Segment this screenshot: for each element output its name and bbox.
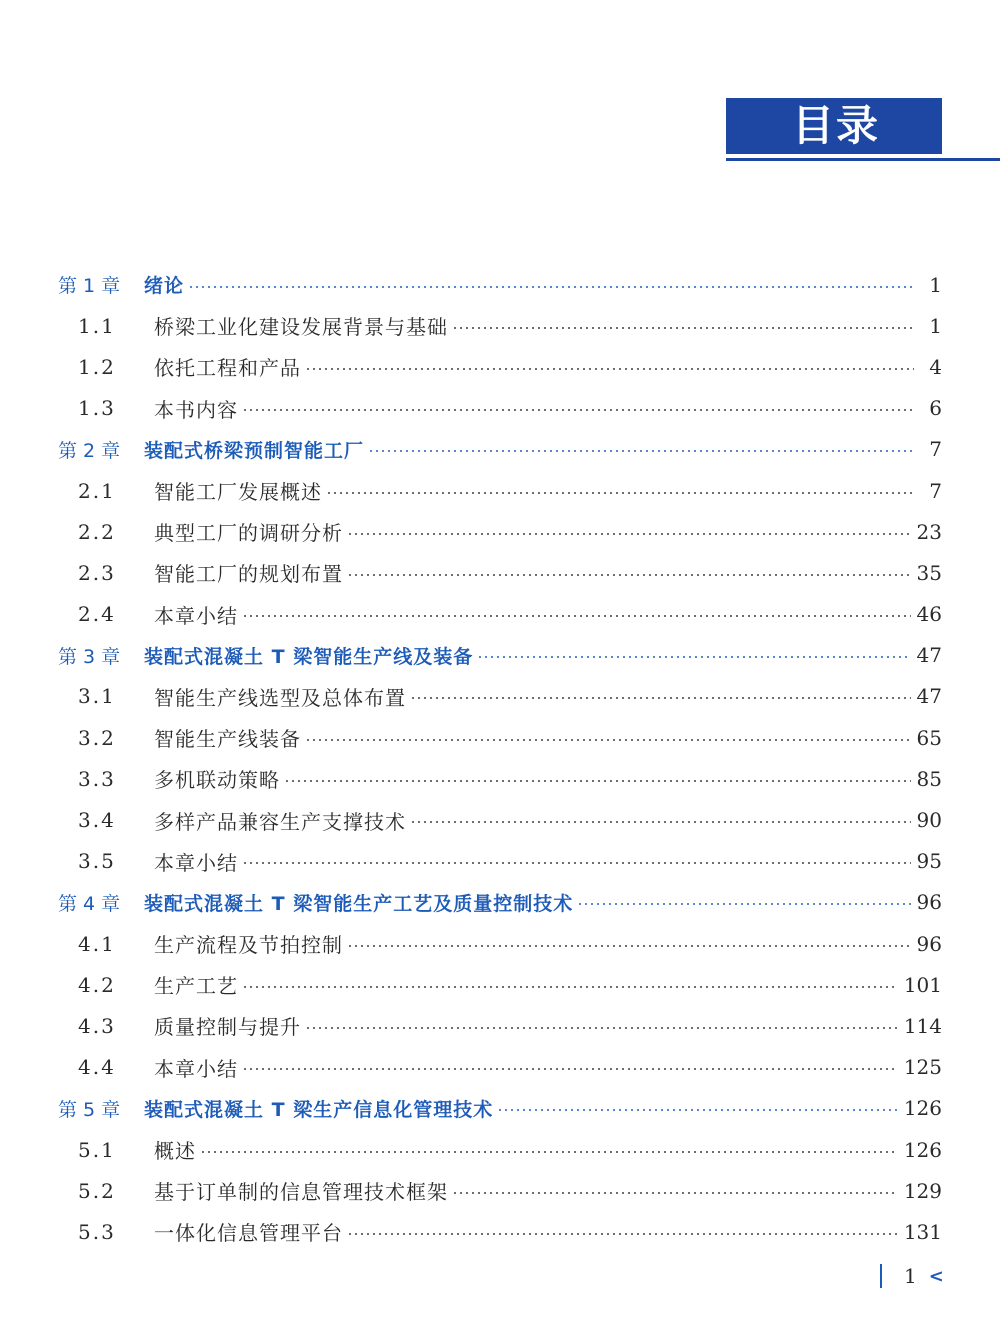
footer-divider <box>880 1264 882 1288</box>
toc-chapter-entry[interactable] <box>58 882 942 923</box>
toc-section-entry[interactable] <box>58 1129 942 1170</box>
toc-entry-number: 1.2 <box>78 354 116 379</box>
dot-leader <box>242 862 911 864</box>
toc-entry-title: 质量控制与提升 <box>154 1015 301 1040</box>
dot-leader <box>242 986 898 988</box>
toc-entry-title: 智能生产线选型及总体布置 <box>154 685 406 710</box>
footer-page-number: 1 <box>904 1264 917 1288</box>
toc-section-entry[interactable] <box>58 1047 942 1088</box>
toc-section-entry[interactable] <box>58 470 942 511</box>
toc-entry-number: 2.1 <box>78 478 116 503</box>
toc-section-entry[interactable] <box>58 1211 942 1252</box>
dot-leader <box>410 697 911 699</box>
toc-entry-number: 第 5 章 <box>58 1098 121 1121</box>
toc-entry-number: 第 1 章 <box>58 275 121 298</box>
toc-entry-number: 2.3 <box>78 560 116 585</box>
toc-section-entry[interactable] <box>58 594 942 635</box>
toc-entry-number: 1.1 <box>78 313 116 338</box>
toc-entry-title: 生产工艺 <box>154 974 238 999</box>
dot-leader <box>452 327 914 329</box>
toc-section-entry[interactable] <box>58 676 942 717</box>
toc-entry-number: 3.1 <box>78 684 116 709</box>
toc-entry-page: 126 <box>903 1096 942 1121</box>
toc-entry-title: 桥梁工业化建设发展背景与基础 <box>154 315 448 340</box>
toc-entry-title: 基于订单制的信息管理技术框架 <box>154 1180 448 1205</box>
toc-entry-title: 生产流程及节拍控制 <box>154 933 343 958</box>
toc-entry-page: 114 <box>903 1013 942 1038</box>
dot-leader <box>477 656 910 658</box>
title-badge <box>726 98 1000 164</box>
toc-entry-page: 131 <box>903 1219 942 1244</box>
toc-entry-page: 4 <box>929 354 942 379</box>
toc-entry-page: 35 <box>916 560 942 585</box>
toc-entry-number: 3.2 <box>78 725 116 750</box>
toc-section-entry[interactable] <box>58 1005 942 1046</box>
toc-entry-number: 4.2 <box>78 972 116 997</box>
toc-entry-title: 本章小结 <box>154 603 238 628</box>
toc-entry-title: 绪论 <box>144 275 185 298</box>
toc-entry-number: 2.2 <box>78 519 116 544</box>
toc-entry-title: 典型工厂的调研分析 <box>154 521 343 546</box>
toc-entry-title: 多样产品兼容生产支撑技术 <box>154 809 406 834</box>
dot-leader <box>497 1109 898 1111</box>
title-underline <box>726 158 1000 161</box>
toc-section-entry[interactable] <box>58 923 942 964</box>
toc-entry-title: 智能工厂的规划布置 <box>154 562 343 587</box>
dot-leader <box>305 1027 898 1029</box>
toc-entry-page: 6 <box>929 396 942 421</box>
toc-section-entry[interactable] <box>58 552 942 593</box>
dot-leader <box>305 368 914 370</box>
toc-entry-page: 23 <box>916 519 942 544</box>
toc-entry-page: 47 <box>916 684 942 709</box>
dot-leader <box>326 492 914 494</box>
toc-entry-number: 3.5 <box>78 849 116 874</box>
dot-leader <box>200 1151 898 1153</box>
page-footer <box>880 1262 944 1290</box>
toc-entry-number: 3.4 <box>78 808 116 833</box>
toc-entry-page: 1 <box>929 313 942 338</box>
toc-chapter-entry[interactable] <box>58 1088 942 1129</box>
toc-entry-page: 7 <box>929 478 942 503</box>
toc-entry-page: 46 <box>916 602 942 627</box>
toc-entry-page: 125 <box>903 1055 942 1080</box>
toc-entry-page: 95 <box>916 849 942 874</box>
page-title: 目录 <box>726 98 942 154</box>
dot-leader <box>242 409 914 411</box>
toc-entry-title: 本章小结 <box>154 1056 238 1081</box>
dot-leader <box>242 615 911 617</box>
toc-chapter-entry[interactable] <box>58 635 942 676</box>
toc-entry-number: 5.2 <box>78 1178 116 1203</box>
toc-entry-title: 一体化信息管理平台 <box>154 1221 343 1246</box>
toc-entry-page: 96 <box>916 931 942 956</box>
dot-leader <box>347 1233 898 1235</box>
dot-leader <box>577 903 910 905</box>
dot-leader <box>410 821 911 823</box>
dot-leader <box>284 780 911 782</box>
toc-entry-number: 5.1 <box>78 1137 116 1162</box>
chevron-left-icon: < <box>928 1265 944 1287</box>
toc-entry-title: 装配式混凝土 T 梁生产信息化管理技术 <box>144 1098 494 1121</box>
toc-entry-page: 129 <box>903 1178 942 1203</box>
dot-leader <box>188 286 914 288</box>
dot-leader <box>368 450 914 452</box>
toc-entry-title: 概述 <box>154 1139 196 1164</box>
toc-entry-number: 5.3 <box>78 1219 116 1244</box>
dot-leader <box>242 1068 898 1070</box>
toc-chapter-entry[interactable] <box>58 264 942 305</box>
toc-entry-number: 1.3 <box>78 396 116 421</box>
dot-leader <box>347 533 911 535</box>
toc-entry-page: 101 <box>903 972 942 997</box>
toc-section-entry[interactable] <box>58 305 942 346</box>
toc-entry-number: 第 3 章 <box>58 645 121 668</box>
toc-section-entry[interactable] <box>58 799 942 840</box>
toc-entry-number: 3.3 <box>78 766 116 791</box>
toc-entry-page: 47 <box>916 643 942 668</box>
table-of-contents <box>58 264 942 1253</box>
toc-entry-title: 依托工程和产品 <box>154 356 301 381</box>
toc-entry-title: 本章小结 <box>154 850 238 875</box>
toc-entry-number: 第 4 章 <box>58 892 121 915</box>
toc-entry-page: 65 <box>916 725 942 750</box>
toc-entry-page: 126 <box>903 1137 942 1162</box>
toc-section-entry[interactable] <box>58 841 942 882</box>
toc-entry-title: 智能工厂发展概述 <box>154 480 322 505</box>
toc-entry-title: 本书内容 <box>154 397 238 422</box>
dot-leader <box>452 1192 898 1194</box>
toc-section-entry[interactable] <box>58 511 942 552</box>
toc-entry-page: 90 <box>916 808 942 833</box>
toc-entry-number: 2.4 <box>78 602 116 627</box>
toc-entry-page: 96 <box>916 890 942 915</box>
toc-entry-number: 4.4 <box>78 1055 116 1080</box>
toc-entry-page: 7 <box>929 437 942 462</box>
toc-entry-page: 85 <box>916 766 942 791</box>
toc-entry-title: 多机联动策略 <box>154 768 280 793</box>
toc-section-entry[interactable] <box>58 964 942 1005</box>
toc-section-entry[interactable] <box>58 717 942 758</box>
toc-section-entry[interactable] <box>58 388 942 429</box>
toc-entry-title: 装配式混凝土 T 梁智能生产线及装备 <box>144 645 474 668</box>
toc-entry-number: 4.1 <box>78 931 116 956</box>
toc-entry-number: 4.3 <box>78 1013 116 1038</box>
dot-leader <box>347 574 911 576</box>
dot-leader <box>305 739 911 741</box>
toc-entry-title: 装配式桥梁预制智能工厂 <box>144 439 365 462</box>
dot-leader <box>347 945 911 947</box>
toc-section-entry[interactable] <box>58 758 942 799</box>
toc-entry-title: 智能生产线装备 <box>154 727 301 752</box>
toc-section-entry[interactable] <box>58 346 942 387</box>
toc-entry-number: 第 2 章 <box>58 439 121 462</box>
toc-entry-title: 装配式混凝土 T 梁智能生产工艺及质量控制技术 <box>144 892 574 915</box>
toc-chapter-entry[interactable] <box>58 429 942 470</box>
toc-entry-page: 1 <box>929 272 942 297</box>
toc-section-entry[interactable] <box>58 1170 942 1211</box>
